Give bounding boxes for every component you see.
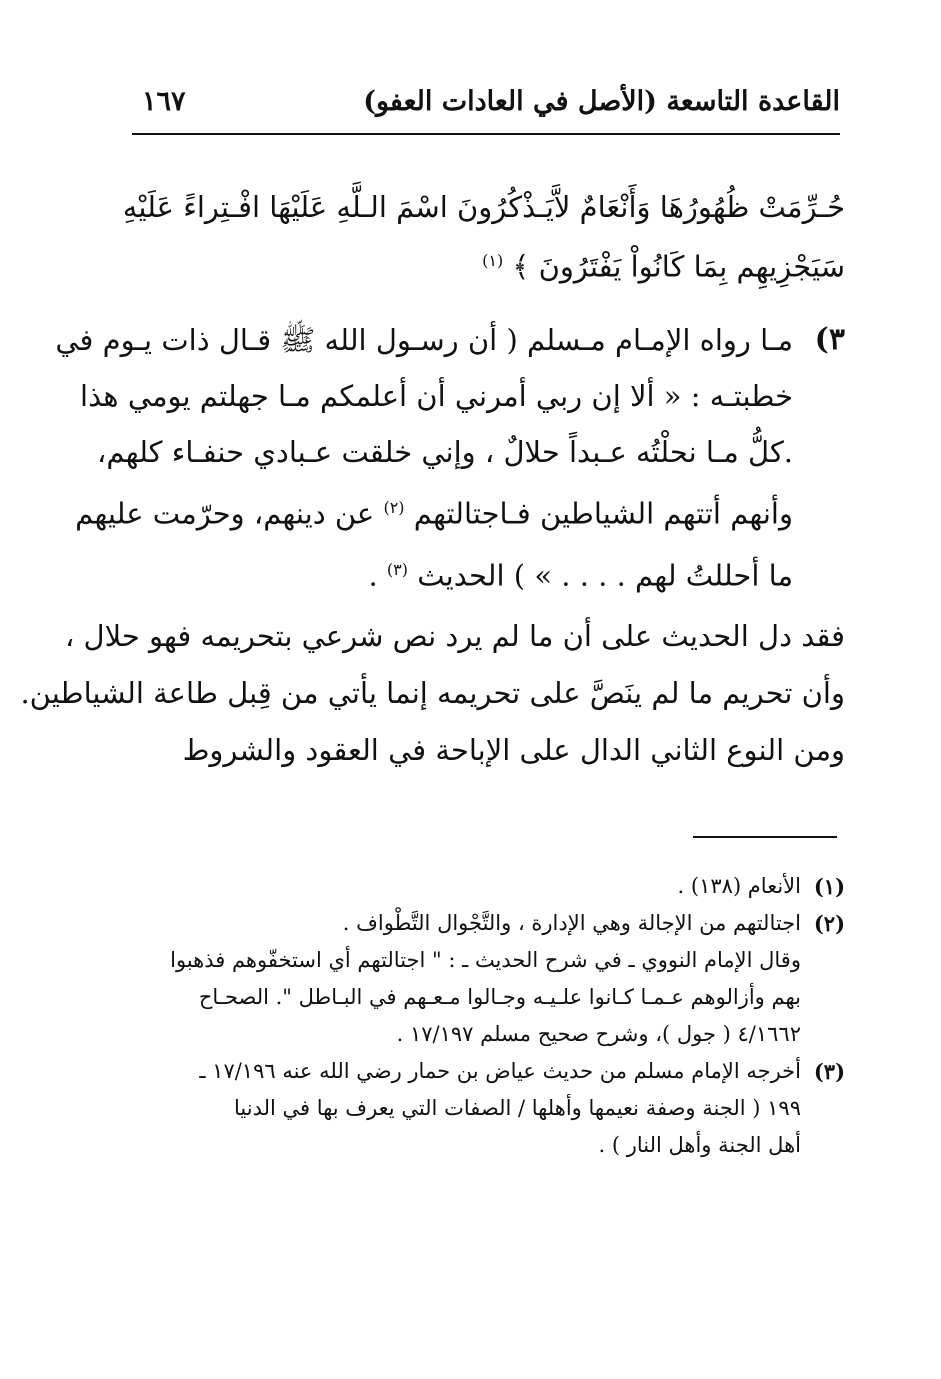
item-3-line-4a: وأنهم أتتهم الشياطين فـاجتالتهم xyxy=(413,496,793,531)
item-3-line-5a: ما أحللتُ لهم . . . . » ) الحديث xyxy=(417,558,793,593)
verse-line-2 xyxy=(130,234,845,294)
item-3-text xyxy=(55,312,793,603)
footnote-line: ٤/١٦٦٢ ( جول )، وشرح صحيح مسلم ١٧/١٩٧ . xyxy=(396,1022,801,1046)
footnote-3 xyxy=(130,1053,845,1164)
paragraph-line-1: فقد دل الحديث على أن ما لم يرد نص شرعي بتحريمه فهو حلال ، xyxy=(64,619,845,653)
running-header xyxy=(132,80,840,126)
running-title: القاعدة التاسعة (الأصل في العادات العفو) xyxy=(363,86,840,117)
header-rule xyxy=(132,133,840,135)
footnote-line: وقال الإمام النووي ـ في شرح الحديث ـ : " اجتالتهم أي استخفّوهم فذهبوا xyxy=(170,948,801,972)
footnote-number: (٣) xyxy=(813,1059,845,1084)
verse-line-2-text: سَيَجْزِيهِم بِمَا كَانُواْ يَفْتَرُونَ ﴾ xyxy=(512,249,845,284)
item-3-line-3: .كلُّ مـا نحلْتُه عـبداً حلالٌ ، وإني خلقت عـبادي حنفـاء كلهم، xyxy=(97,435,793,469)
footnotes xyxy=(130,868,845,1164)
verse-line-1: حُـرِّمَتْ ظُهُورُهَا وَأَنْعَامٌ لاَّيَـذْكُرُونَ اسْمَ الـلَّهِ عَلَيْهَا افْـتِراءً عَلَيْهِ xyxy=(122,190,845,224)
item-3-line-2: خطبتـه : « ألا إن ربي أمرني أن أعلمكم مـا جهلتم يومي هذا xyxy=(80,379,793,413)
footnote-1 xyxy=(130,868,845,905)
footnote-line: اجتالتهم من الإجالة وهي الإدارة ، والتَّجْوال التَّطْواف . xyxy=(342,911,801,935)
item-3-line-1: مـا رواه الإمـام مـسلم ( أن رسـول الله ﷺ قـال ذات يـوم في xyxy=(55,323,793,357)
footnote-ref-3: (٣) xyxy=(386,559,408,579)
paragraph-line-2: وأن تحريم ما لم ينَصَّ على تحريمه إنما يأتي من قِبل طاعة الشياطين. xyxy=(20,676,845,710)
page-number: ١٦٧ xyxy=(142,86,186,117)
item-3-line-4 xyxy=(75,480,793,542)
item-3-line-5b: . xyxy=(368,558,378,593)
paragraph-line-3: ومن النوع الثاني الدال على الإباحة في العقود والشروط xyxy=(182,733,845,767)
footnote-line: بهم وأزالوهم عـمـا كـانوا علـيـه وجـالوا مـعـهم في البـاطل ". الصحـاح xyxy=(198,985,801,1009)
footnote-2 xyxy=(130,905,845,1053)
footnote-line: ١٩٩ ( الجنة وصفة نعيمها وأهلها / الصفات التي يعرف بها في الدنيا xyxy=(233,1096,801,1120)
footnote-line: أخرجه الإمام مسلم من حديث عياض بن حمار رضي الله عنه ١٧/١٩٦ ـ xyxy=(199,1059,801,1083)
quran-verse xyxy=(122,180,845,294)
footnote-number: (١) xyxy=(813,874,845,899)
footnote-number: (٢) xyxy=(813,911,845,936)
footnote-line: أهل الجنة وأهل النار ) . xyxy=(598,1133,801,1157)
footnote-rule xyxy=(693,836,837,838)
item-number-3: ٣) xyxy=(814,322,845,357)
footnote-line: الأنعام (١٣٨) . xyxy=(677,874,801,898)
footnote-ref-2: (٢) xyxy=(383,498,405,517)
item-3-line-4b: عن دينهم، وحرّمت عليهم xyxy=(75,496,375,531)
item-3-line-5 xyxy=(130,542,793,604)
body-paragraph xyxy=(20,608,845,779)
footnote-ref-1: (١) xyxy=(482,251,504,270)
